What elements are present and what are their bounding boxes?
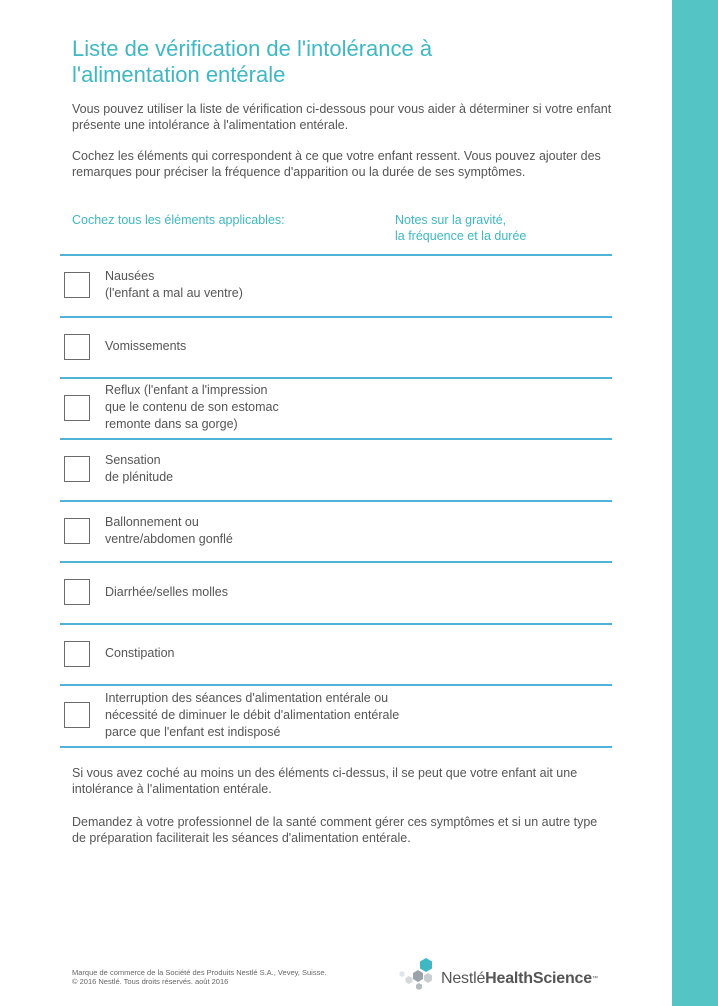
checklist-item [60,561,612,623]
checklist-item [60,254,612,316]
checkbox[interactable] [64,518,90,544]
column-header-notes-line-1: Notes sur la gravité, [395,213,507,227]
checklist-item-label-line: Sensation [105,453,161,467]
checkbox[interactable] [64,702,90,728]
checklist-item [60,684,612,746]
title-line-2: l'alimentation entérale [72,62,286,87]
checklist-item-label [105,690,485,741]
checkbox[interactable] [64,641,90,667]
checklist-item-label-line: de plénitude [105,470,174,484]
checklist-item [60,377,612,438]
checklist-item-label-line: remonte dans sa gorge) [105,417,238,431]
checklist-item-label-line: nécessité de diminuer le débit d'alimentation entérale [105,708,400,722]
page-title [72,36,592,88]
checklist-item-label-line: (l'enfant a mal au ventre) [105,286,243,300]
checkbox[interactable] [64,334,90,360]
checklist-item-label-line: Nausées [105,269,155,283]
column-header-items: Cochez tous les éléments applicables: [72,213,285,227]
logo-wordmark [441,970,598,988]
checklist-item [60,316,612,377]
side-color-bar [672,0,718,1006]
hexagon-cluster-icon [398,956,440,992]
checklist-item-label-line: ventre/abdomen gonflé [105,532,233,546]
legal-footer-line-2: © 2016 Nestlé. Tous droits réservés. août 2016 [72,977,229,986]
column-header-notes-line-2: la fréquence et la durée [395,228,527,243]
intro-paragraph-1: Vous pouvez utiliser la liste de vérification ci-dessous pour vous aider à déterminer si votre enfant présente une intolérance à l'alimentation entérale. [72,102,612,132]
checklist-item-label-line: Reflux (l'enfant a l'impression [105,383,268,397]
column-header-notes [395,213,595,244]
checkbox[interactable] [64,395,90,421]
checkbox[interactable] [64,272,90,298]
intro-paragraph-2: Cochez les éléments qui correspondent à ce que votre enfant ressent. Vous pouvez ajouter des remarques pour préciser la fréquence d'apparition ou la durée de ses symptômes. [72,149,601,179]
checklist-item [60,623,612,684]
checklist-item-label [105,338,485,355]
title-line-1: Liste de vérification de l'intolérance à [72,36,433,61]
checklist-item [60,500,612,561]
row-divider [60,746,612,748]
checklist-item-label-line: que le contenu de son estomac [105,400,279,414]
checkbox[interactable] [64,579,90,605]
checklist-item-label-line: Diarrhée/selles molles [105,585,228,599]
checkbox[interactable] [64,456,90,482]
closing-paragraph-2: Demandez à votre professionnel de la santé comment gérer ces symptômes et si un autre type de préparation faciliterait les séances d'alimentation entérale. [72,815,598,845]
closing-paragraph-1: Si vous avez coché au moins un des éléments ci-dessus, il se peut que votre enfant ait une intolérance à l'alimentation entérale. [72,766,578,796]
logo-wordmark-healthscience: HealthScience [485,970,592,987]
legal-footer [72,968,327,986]
logo-trademark: ™ [591,976,598,982]
legal-footer-line-1: Marque de commerce de la Société des Produits Nestlé S.A., Vevey, Suisse. [72,968,327,977]
checklist-item-label [105,584,485,601]
checklist-item-label-line: Interruption des séances d'alimentation entérale ou [105,691,389,705]
checklist-item-label [105,452,485,486]
checklist-item-label [105,382,485,433]
logo-wordmark-nestle: Nestlé [441,970,486,987]
checklist-item [60,438,612,500]
checklist-item-label-line: Constipation [105,646,175,660]
checklist-item-label [105,514,485,548]
checklist-item-label-line: Ballonnement ou [105,515,199,529]
checklist-item-label-line: parce que l'enfant est indisposé [105,725,281,739]
nestle-health-science-logo [398,956,613,992]
checklist-item-label [105,645,485,662]
checklist-item-label [105,268,485,302]
checklist-item-label-line: Vomissements [105,339,187,353]
